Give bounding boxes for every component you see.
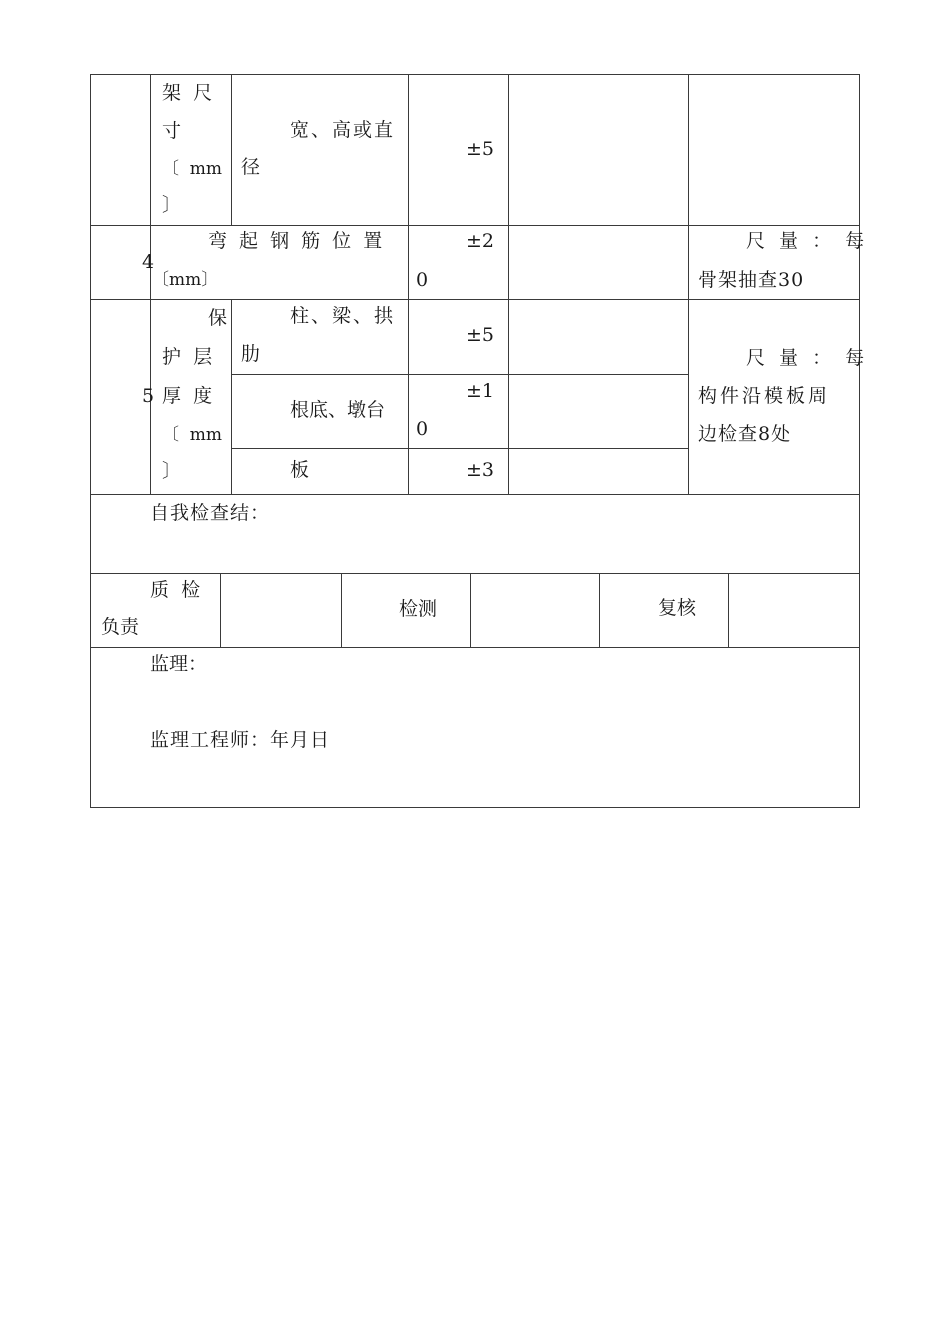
rule-col-sub-a [231, 74, 232, 226]
row3-tolerance: ±5 [466, 138, 495, 160]
row5-method-line2: 构件沿模板周 [698, 385, 831, 407]
rule-left [90, 74, 91, 808]
row5-item-line4: 〔 mm [162, 425, 223, 445]
row4-number: 4 [142, 251, 155, 273]
row5c-tolerance: ±3 [466, 459, 495, 481]
row5a-sub-line1: 柱、梁、拱 [290, 305, 396, 327]
row3-item-line1: 架 尺 [162, 82, 213, 104]
rule-sign-5 [728, 573, 729, 648]
rule-col-method [688, 74, 689, 495]
row4-item-line1: 弯 起 钢 筋 位 置 [208, 230, 386, 252]
row5-method-line3: 边检查8处 [698, 423, 792, 445]
rule-sign-3 [470, 573, 471, 648]
supervision-engineer-line: 监理工程师：年月日 [150, 729, 331, 751]
rule-row4-bottom [90, 299, 860, 300]
rule-bottom [90, 807, 860, 808]
detect-label: 检测 [399, 598, 438, 620]
rule-sign-2 [341, 573, 342, 648]
qc-label-line1: 质 检 [150, 579, 201, 601]
row4-method-line1: 尺 量 ： 每 [746, 230, 869, 252]
row5c-sub-line1: 板 [290, 459, 310, 481]
row5-item-line2: 护 层 [162, 346, 213, 368]
row4-tolerance-line2: 0 [416, 269, 429, 291]
row4-method-line2: 骨架抽查30 [698, 269, 805, 291]
rule-sign-1 [220, 573, 221, 648]
row5-method-line1: 尺 量 ： 每 [746, 347, 869, 369]
rule-col-tol [408, 74, 409, 495]
row5-item-line1: 保 [208, 307, 228, 329]
review-label: 复核 [658, 597, 697, 619]
row3-item-line3: 〔 mm [162, 159, 223, 179]
row3-item-line4: 〕 [162, 194, 182, 216]
supervision-label: 监理： [150, 653, 208, 675]
rule-col-sub-b [231, 299, 232, 495]
row3-sub-line1: 宽、高或直 [290, 119, 396, 141]
rule-right [859, 74, 860, 808]
self-check-label: 自我检查结： [150, 502, 271, 524]
rule-col-no [150, 74, 151, 495]
row5b-tolerance-line2: 0 [416, 418, 429, 440]
qc-label-line2: 负责 [101, 616, 140, 638]
row5-number: 5 [142, 385, 155, 407]
row4-tolerance-line1: ±2 [466, 230, 495, 252]
rule-col-measure [508, 74, 509, 495]
row5b-tolerance-line1: ±1 [466, 380, 495, 402]
row5a-tolerance: ±5 [466, 324, 495, 346]
row3-item-line2: 寸 [162, 120, 182, 142]
row4-item-line2: 〔mm〕 [152, 270, 219, 290]
row5-item-line3: 厚 度 [162, 385, 213, 407]
row5a-sub-line2: 肋 [241, 343, 261, 365]
row5b-sub-line1: 根底、墩台 [290, 399, 386, 421]
row5-item-line5: 〕 [162, 460, 182, 482]
rule-row5a-bottom [231, 374, 688, 375]
rule-sign-4 [599, 573, 600, 648]
rule-row5b-bottom [231, 448, 688, 449]
row3-sub-line2: 径 [241, 156, 261, 178]
